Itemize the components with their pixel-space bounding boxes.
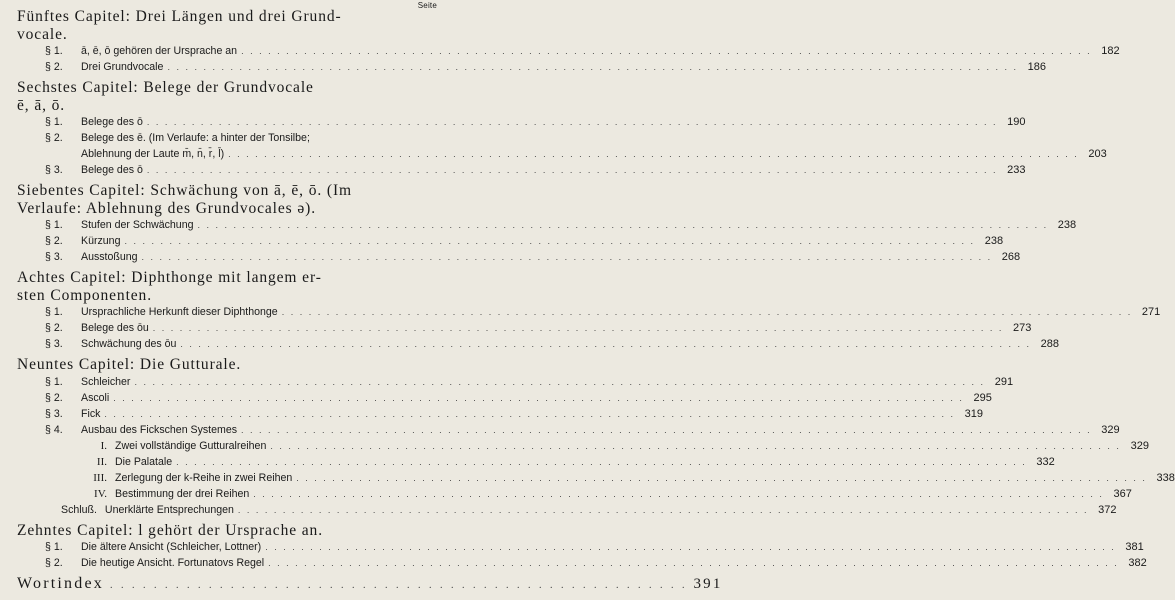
leader-dots xyxy=(241,43,1092,59)
chapter-title-line: Achtes Capitel: Diphthonge mit langem er- xyxy=(17,269,322,286)
toc-entry[interactable] xyxy=(17,233,1004,249)
section-title: Belege des ō xyxy=(81,164,143,176)
section-title: Belege des ōu xyxy=(81,322,149,334)
toc-entry[interactable] xyxy=(17,130,437,146)
roman-numeral: IV. xyxy=(94,487,107,500)
chapter-title-line: Verlaufe: Ablehnung des Grundvocales ə). xyxy=(17,199,316,217)
page-number: 382 xyxy=(1128,557,1147,569)
section-title-continuation: Ablehnung der Laute m̄, n̄, r̄, l̄) xyxy=(81,148,225,160)
leader-dots xyxy=(238,502,1089,518)
leader-dots xyxy=(180,336,1031,352)
page-number: 238 xyxy=(984,235,1004,247)
page-number: 391 xyxy=(693,576,723,592)
leader-dots xyxy=(198,217,1049,233)
toc-entry[interactable] xyxy=(17,304,1161,320)
page-number: 182 xyxy=(1101,45,1120,57)
toc-subentry[interactable] xyxy=(17,470,1175,486)
section-title: Schleicher xyxy=(81,375,131,388)
section-number: § 3. xyxy=(45,251,63,263)
page-number: 329 xyxy=(1130,439,1149,452)
toc-entry[interactable] xyxy=(17,217,1077,233)
section-number: § 2. xyxy=(45,391,63,404)
section-number: § 4. xyxy=(45,423,63,436)
leader-dots xyxy=(124,233,975,249)
toc-entry[interactable] xyxy=(17,374,1014,390)
section-title: Kürzung xyxy=(81,235,121,247)
toc-entry[interactable] xyxy=(17,249,1021,265)
toc-entry[interactable] xyxy=(17,539,1144,555)
schluss-label: Schluß. xyxy=(61,503,97,516)
toc-entry[interactable] xyxy=(17,390,992,406)
toc-entry[interactable] xyxy=(17,406,984,422)
section-number: § 3. xyxy=(45,407,63,420)
toc-entry-schluss[interactable] xyxy=(17,502,1117,518)
page-number: 338 xyxy=(1156,471,1175,484)
chapter-title-line: vocale. xyxy=(17,25,68,43)
leader-dots xyxy=(265,539,1116,555)
leader-dots xyxy=(142,249,993,265)
page-number: 271 xyxy=(1141,306,1161,318)
section-title: Die heutige Ansicht. Fortunatovs Regel xyxy=(81,557,265,569)
page-number: 291 xyxy=(994,375,1014,388)
section-title: Fick xyxy=(81,407,101,420)
section-title: Belege des ē. (Im Verlaufe: a hinter der Tonsilbe; xyxy=(81,132,310,144)
section-title: Stufen der Schwächung xyxy=(81,219,194,231)
leader-dots xyxy=(110,577,688,595)
page-number: 238 xyxy=(1057,219,1077,231)
leader-dots xyxy=(268,555,1119,571)
section-number: § 1. xyxy=(45,116,63,128)
page-number: 319 xyxy=(964,407,984,420)
section-title: Ascoli xyxy=(81,391,110,404)
section-number: § 1. xyxy=(45,219,63,231)
leader-dots xyxy=(147,114,998,130)
section-number: § 1. xyxy=(45,306,63,318)
chapter-10-title xyxy=(17,522,437,540)
section-number: § 2. xyxy=(45,322,63,334)
subsection-title: Bestimmung der drei Reihen xyxy=(115,487,250,500)
toc-entry[interactable] xyxy=(17,59,1047,75)
chapter-title-line: Fünftes Capitel: Drei Längen und drei Grund- xyxy=(17,8,342,25)
toc-subentry[interactable] xyxy=(17,454,1055,470)
section-number: § 2. xyxy=(45,557,63,569)
subsection-title: Die Palatale xyxy=(115,455,173,468)
page-number: 273 xyxy=(1012,322,1032,334)
section-title: ā, ē, ō gehören der Ursprache an xyxy=(81,45,238,57)
roman-numeral: I. xyxy=(100,439,107,452)
section-number: § 2. xyxy=(45,132,63,144)
page-number: 190 xyxy=(1007,116,1026,128)
chapter-9-title xyxy=(17,356,437,374)
section-number: § 3. xyxy=(45,164,63,176)
leader-dots xyxy=(176,454,1027,470)
section-title: Belege des ō xyxy=(81,116,143,128)
table-of-contents xyxy=(17,8,1175,595)
leader-dots xyxy=(296,470,1147,486)
section-title: Unerklärte Entsprechungen xyxy=(104,503,234,516)
toc-entry[interactable] xyxy=(17,43,1120,59)
chapter-title-line: ē, ā, ō. xyxy=(17,96,66,114)
chapter-8-title xyxy=(17,269,437,304)
section-title: Die ältere Ansicht (Schleicher, Lottner) xyxy=(81,541,262,553)
section-number: § 2. xyxy=(45,235,63,247)
seite-header: Seite xyxy=(417,1,437,10)
chapter-7-title xyxy=(17,182,437,217)
chapter-title-line: Neuntes Capitel: Die Gutturale. xyxy=(17,356,242,373)
roman-numeral: III. xyxy=(93,471,107,484)
page-number: 329 xyxy=(1101,423,1120,436)
section-title: Drei Grundvocale xyxy=(81,61,164,73)
page-number: 288 xyxy=(1040,338,1060,350)
page-number: 367 xyxy=(1113,487,1132,500)
subsection-title: Zwei vollständige Gutturalreihen xyxy=(115,439,267,452)
section-title: Ursprachliche Herkunft dieser Diphthonge xyxy=(81,306,278,318)
wortindex-label: Wortindex xyxy=(17,575,104,592)
section-title: Ausbau des Fickschen Systemes xyxy=(81,423,238,436)
section-number: § 1. xyxy=(45,375,63,388)
toc-subentry[interactable] xyxy=(17,438,1149,454)
toc-entry[interactable] xyxy=(17,114,1026,130)
page-number: 186 xyxy=(1027,61,1047,73)
toc-entry[interactable] xyxy=(17,320,1032,336)
leader-dots xyxy=(228,146,1079,162)
toc-entry[interactable] xyxy=(17,422,1120,438)
toc-entry[interactable] xyxy=(17,162,1026,178)
leader-dots xyxy=(270,438,1121,454)
toc-entry[interactable] xyxy=(17,555,1147,571)
page-number: 268 xyxy=(1001,251,1021,263)
leader-dots xyxy=(134,374,985,390)
page-number: 295 xyxy=(973,391,992,404)
section-title: Schwächung des ōu xyxy=(81,338,177,350)
toc-subentry[interactable] xyxy=(17,486,1132,502)
leader-dots xyxy=(282,304,1133,320)
leader-dots xyxy=(153,320,1004,336)
toc-entry-continuation[interactable] xyxy=(17,146,1107,162)
section-title: Ausstoßung xyxy=(81,251,138,263)
section-number: § 2. xyxy=(45,61,63,73)
chapter-6-title xyxy=(17,79,437,114)
leader-dots xyxy=(241,422,1092,438)
section-number: § 1. xyxy=(45,541,63,553)
section-number: § 1. xyxy=(45,45,63,57)
roman-numeral: II. xyxy=(96,455,107,468)
section-number: § 3. xyxy=(45,338,63,350)
chapter-title-line: sten Componenten. xyxy=(17,286,152,304)
leader-dots xyxy=(104,406,955,422)
leader-dots xyxy=(147,162,998,178)
leader-dots xyxy=(113,390,964,406)
chapter-title-line: Zehntes Capitel: l gehört der Ursprache an. xyxy=(17,521,323,539)
page-number: 233 xyxy=(1007,164,1026,176)
subsection-title: Zerlegung der k-Reihe in zwei Reihen xyxy=(115,471,293,484)
page-number: 203 xyxy=(1088,148,1107,160)
chapter-title-line: Sechstes Capitel: Belege der Grundvocale xyxy=(17,79,314,96)
page-number: 332 xyxy=(1036,455,1055,468)
leader-dots xyxy=(253,486,1104,502)
leader-dots xyxy=(167,59,1018,75)
page-number: 372 xyxy=(1098,503,1117,516)
wortindex-entry[interactable] xyxy=(17,575,723,595)
page-number: 381 xyxy=(1125,541,1144,553)
chapter-5-title xyxy=(17,8,437,43)
chapter-title-line: Siebentes Capitel: Schwächung von ā, ē, ō. (Im xyxy=(17,182,352,199)
toc-entry[interactable] xyxy=(17,336,1060,352)
